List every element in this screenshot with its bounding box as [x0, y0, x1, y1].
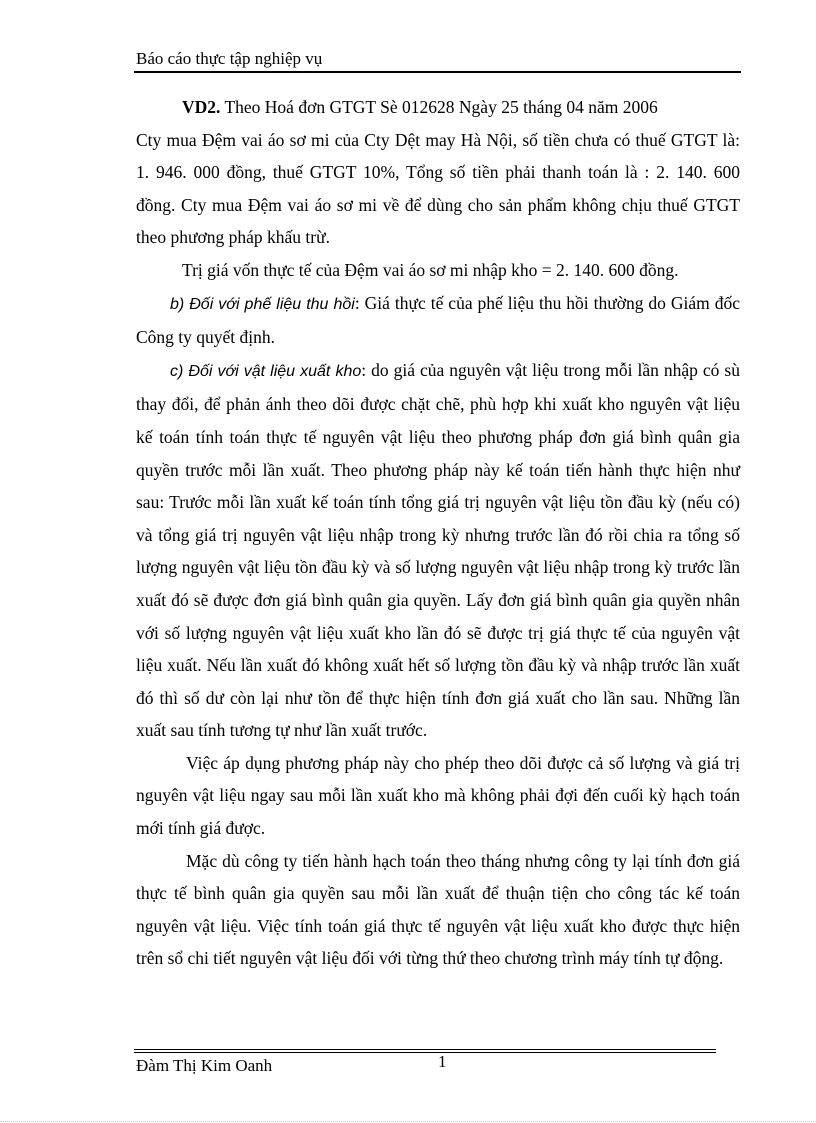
footer-divider-top — [134, 1049, 716, 1050]
example-vd2-label: VD2. — [182, 97, 221, 117]
section-c-heading: c) Đối với vật liệu xuất kho — [170, 362, 362, 380]
paragraph-viec-ap-dung: Việc áp dụng phương pháp này cho phép theo dõi được cả số lượng và giá trị nguyên vật liệu ngay sau mỗi lần xuất kho mà không phải đợi đến cuối kỳ hạch toán mới tính giá được. — [136, 752, 740, 839]
example-vd2-body: Cty mua Đệm vai áo sơ mi của Cty Dệt may Hà Nội, số tiền chưa có thuế GTGT là: 1. 946. 000 đồng, thuế GTGT 10%, Tổng số tiền phải thanh toán là : 2. 140. 600 đồng. Cty mua Đệm vai áo sơ mi về để dùng cho sản phẩm không chịu thuế GTGT theo phương pháp khấu trừ. — [136, 129, 740, 248]
footer-author: Đàm Thị Kim Oanh — [136, 1056, 273, 1075]
page-bottom-edge — [0, 1121, 816, 1122]
example-vd2 — [136, 91, 740, 254]
section-b-text: : Giá thực tế của phế liệu thu hồi thường do Giám đốc Công ty quyết định. — [136, 292, 741, 348]
page-header-title: Báo cáo thực tập nghiệp vụ — [136, 49, 323, 68]
footer-divider-bottom — [134, 1052, 716, 1053]
section-b-heading: b) Đối với phế liệu thu hồi — [170, 295, 355, 313]
example-vd2-first-line — [136, 91, 740, 124]
section-c-paragraph — [136, 354, 740, 747]
section-c-text: : do giá của nguyên vật liệu trong mỗi lần nhập có sù thay đổi, để phản ánh theo dõi được chặt chẽ, phù hợp khi xuất kho nguyên vật liệu kế toán tính toán thực tế nguyên vật liệu theo phương pháp đơn giá bình quân gia quyền trước mỗi lần xuất. Theo phương pháp này kế toán tiến hành thực hiện như sau: Trước mỗi lần xuất kế toán tính tổng giá trị nguyên vật liệu tồn đầu kỳ (nếu có) và tổng giá trị nguyên vật liệu nhập trong kỳ nhưng trước lần đó rồi chia ra tổng số lượng nguyên vật liệu tồn đầu kỳ và số lượng nguyên vật liệu nhập trong kỳ trước lần xuất đó sẽ được đơn giá bình quân gia quyền. Lấy đơn giá bình quân gia quyền nhân với số lượng nguyên vật liệu xuất kho lần đó sẽ được trị giá thực tế của nguyên vật liệu xuất. Nếu lần xuất đó không xuất hết số lượng tồn đầu kỳ và nhập trước lần xuất đó thì số dư còn lại như tồn để thực hiện tính đơn giá xuất cho lần sau. Những lần xuất sau tính tương tự như lần xuất trước. — [136, 359, 740, 741]
tri-gia-paragraph: Trị giá vốn thực tế của Đệm vai áo sơ mi nhập kho = 2. 140. 600 đồng. — [182, 259, 679, 280]
example-vd2-invoice: Theo Hoá đơn GTGT Sè 012628 Ngày 25 tháng 04 năm 2006 — [220, 97, 658, 117]
page-number: 1 — [438, 1052, 447, 1071]
paragraph-mac-du: Mặc dù công ty tiến hành hạch toán theo tháng nhưng công ty lại tính đơn giá thực tế bình quân gia quyền sau mỗi lần xuất để thuận tiện cho công tác kế toán nguyên vật liệu. Việc tính toán giá thực tế nguyên vật liệu xuất kho được thực hiện trên sổ chi tiết nguyên vật liệu đối với từng thứ theo chương trình máy tính tự động. — [136, 850, 740, 969]
header-divider — [134, 71, 741, 73]
document-body — [136, 91, 740, 975]
section-b-paragraph — [136, 287, 740, 354]
